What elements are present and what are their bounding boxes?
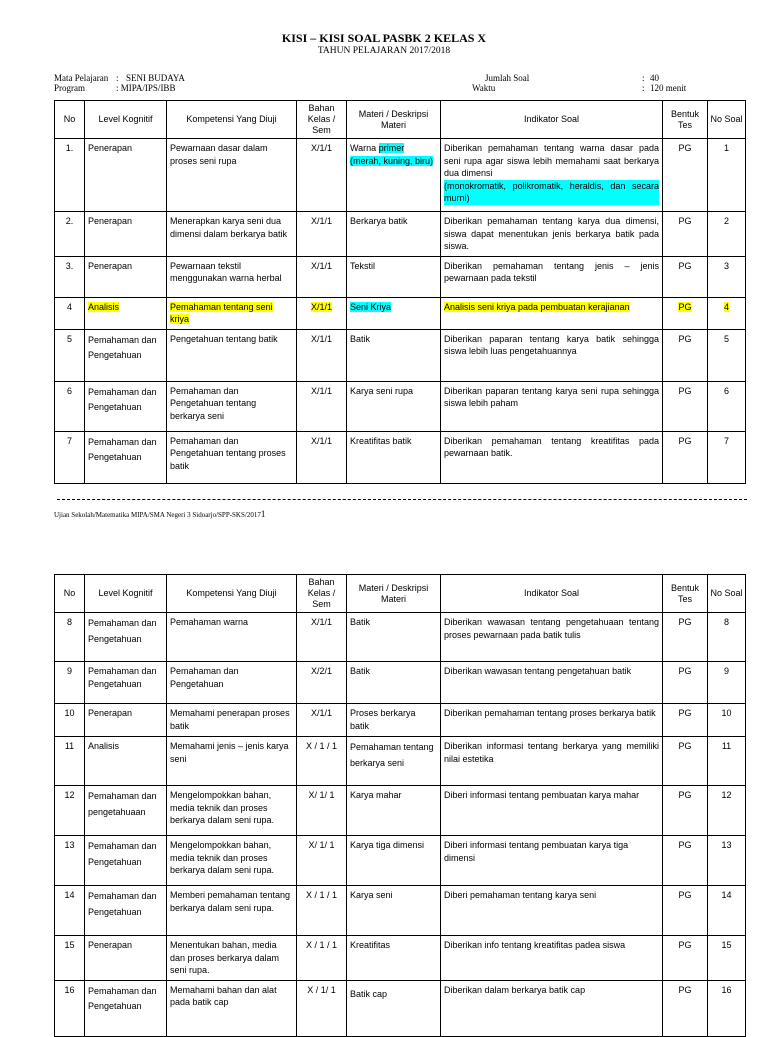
row-no: 3. [55,256,85,297]
row-kompetensi: Pewarnaan dasar dalam proses seni rupa [167,139,297,212]
row-kompetensi: Pewarnaan tekstil menggunakan warna herbal [167,256,297,297]
row-kompetensi: Menerapkan karya seni dua dimensi dalam berkarya batik [167,212,297,257]
row-bentuk [663,297,708,329]
doc-subtitle: TAHUN PELAJARAN 2017/2018 [317,46,451,56]
row-indikator [441,139,663,212]
row-level: Penerapan [85,936,167,981]
col-bentuk: Bentuk Tes [663,101,708,139]
materi-highlight: Seni Kriya [350,301,392,312]
row-materi: Kreatifitas batik [347,431,441,483]
table-row [55,886,746,936]
row-no: 7 [55,431,85,483]
row-indikator: Diberikan wawasan tentang pengetahuaan tentang proses pewarnaan pada batik tulis [441,613,663,662]
row-indikator: Diberikan pemahaman tentang karya dua dimensi, siswa dapat menentukan jenis berkarya batik pada siswa. [441,212,663,257]
row-bentuk: PG [663,381,708,431]
row-kompetensi: Pemahaman dan Pengetahuan tentang proses batik [167,431,297,483]
row-bentuk: PG [663,704,708,737]
row-nosoal: 3 [708,256,746,297]
row-materi: Batik cap [347,980,441,1036]
row-level: Pemahaman dan Pengetahuan [85,662,167,704]
row-kompetensi: Mengelompokkan bahan, media teknik dan proses berkarya dalam seni rupa. [167,786,297,836]
row-materi: Batik [347,329,441,381]
bentuk-highlight: PG [678,301,692,312]
row-bentuk: PG [663,256,708,297]
table-row [55,212,746,257]
table-row [55,613,746,662]
row-kompetensi: Memahami penerapan proses batik [167,704,297,737]
row-bahan: X / 1 / 1 [297,886,347,936]
col-no: No [55,575,85,613]
row-indikator: Diberikan dalam berkarya batik cap [441,980,663,1036]
time-value: 120 menit [650,83,687,93]
kompetensi-highlight: Pemahaman tentang seni kriya [170,301,273,324]
materi-text: Warna [350,143,377,153]
row-materi: Pemahaman tentang berkarya seni [347,737,441,786]
row-bentuk: PG [663,737,708,786]
row-nosoal: 1 [708,139,746,212]
row-bentuk: PG [663,836,708,886]
row-indikator: Diberikan paparan tentang karya seni rupa sehingga siswa lebih paham [441,381,663,431]
row-bahan: X/1/1 [297,212,347,257]
row-bahan [297,297,347,329]
row-indikator: Diberi informasi tentang pembuatan karya tiga dimensi [441,836,663,886]
table-row [55,139,746,212]
indikator-highlight: (monokromatik, polikromatik, heraldis, dan secara murni) [444,180,659,203]
table-row [55,256,746,297]
row-kompetensi: Pemahaman dan Pengetahuan [167,662,297,704]
table-row [55,737,746,786]
row-bahan: X/1/1 [297,704,347,737]
row-nosoal: 10 [708,704,746,737]
row-level: Penerapan [85,704,167,737]
row-bahan: X/1/1 [297,613,347,662]
row-level: Pemahaman dan Pengetahuan [85,836,167,886]
row-indikator: Diberi pemahaman tentang karya seni [441,886,663,936]
table-row [55,786,746,836]
time-label: Waktu [472,83,496,93]
row-no: 5 [55,329,85,381]
col-kompetensi: Kompetensi Yang Diuji [167,101,297,139]
col-bentuk: Bentuk Tes [663,575,708,613]
row-bahan: X / 1 / 1 [297,936,347,981]
row-indikator: Diberikan info tentang kreatifitas padea siswa [441,936,663,981]
row-no: 14 [55,886,85,936]
table-row [55,936,746,981]
row-level: Pemahaman dan Pengetahuan [85,329,167,381]
row-no: 2. [55,212,85,257]
page-separator [57,499,747,500]
row-bentuk: PG [663,139,708,212]
row-bahan: X/1/1 [297,381,347,431]
row-materi [347,139,441,212]
row-materi: Kreatifitas [347,936,441,981]
kisi-table-page1 [54,100,746,484]
subject-sep: : [116,73,119,83]
row-nosoal: 12 [708,786,746,836]
row-no: 4 [55,297,85,329]
row-nosoal [708,297,746,329]
footer-text: Ujian Sekolah/Matematika MIPA/SMA Negeri 3 Sidoarjo/SPP-SKS/2017 [54,511,261,519]
table-row [55,329,746,381]
row-bahan: X / 1/ 1 [297,980,347,1036]
row-no: 9 [55,662,85,704]
row-no: 13 [55,836,85,886]
row-level: Penerapan [85,256,167,297]
row-no: 11 [55,737,85,786]
row-bentuk: PG [663,613,708,662]
row-kompetensi: Memahami jenis – jenis karya seni [167,737,297,786]
row-level: Pemahaman dan pengetahuaan [85,786,167,836]
row-level: Pemahaman dan Pengetahuan [85,886,167,936]
row-level: Pemahaman dan Pengetahuan [85,431,167,483]
indikator-text: Diberikan pemahaman tentang warna dasar pada seni rupa agar siswa lebih memahami saat berkarya dua dimensi [444,143,659,178]
row-bentuk: PG [663,886,708,936]
row-indikator: Diberikan pemahaman tentang proses berkarya batik [441,704,663,737]
row-nosoal: 5 [708,329,746,381]
row-bentuk: PG [663,329,708,381]
row-nosoal: 6 [708,381,746,431]
col-indikator: Indikator Soal [441,575,663,613]
row-kompetensi: Memahami bahan dan alat pada batik cap [167,980,297,1036]
subject-label: Mata Pelajaran [54,73,109,83]
row-nosoal: 11 [708,737,746,786]
row-indikator: Diberikan paparan tentang karya batik sehingga siswa lebih luas pengetahuannya [441,329,663,381]
row-materi: Karya seni [347,886,441,936]
row-bahan: X/1/1 [297,139,347,212]
subject-value: SENI BUDAYA [126,73,185,83]
row-bahan: X/2/1 [297,662,347,704]
row-bentuk: PG [663,212,708,257]
table-row [55,381,746,431]
table-row-highlighted [55,297,746,329]
row-kompetensi: Pengetahuan tentang batik [167,329,297,381]
row-materi: Berkarya batik [347,212,441,257]
row-no: 10 [55,704,85,737]
row-kompetensi: Mengelompokkan bahan, media teknik dan proses berkarya dalam seni rupa. [167,836,297,886]
col-level: Level Kognitif [85,101,167,139]
table-header-row [55,101,746,139]
table-row [55,836,746,886]
row-kompetensi [167,297,297,329]
table-row [55,431,746,483]
row-bahan: X/ 1/ 1 [297,786,347,836]
row-nosoal: 7 [708,431,746,483]
row-materi: Batik [347,613,441,662]
col-indikator: Indikator Soal [441,101,663,139]
row-indikator [441,297,663,329]
col-materi: Materi / Deskripsi Materi [347,575,441,613]
level-highlight: Analisis [88,301,120,312]
col-nosoal: No Soal [708,575,746,613]
row-bahan: X/1/1 [297,256,347,297]
col-nosoal: No Soal [708,101,746,139]
table-row [55,704,746,737]
row-nosoal: 16 [708,980,746,1036]
row-kompetensi: Memberi pemahaman tentang berkarya dalam seni rupa. [167,886,297,936]
row-bahan: X / 1 / 1 [297,737,347,786]
row-materi: Batik [347,662,441,704]
row-indikator: Diberikan pemahaman tentang kreatifitas pada pewarnaan batik. [441,431,663,483]
time-sep: : [642,83,645,93]
program-label: Program [54,83,85,93]
row-materi: Karya mahar [347,786,441,836]
row-bahan: X/1/1 [297,329,347,381]
row-level: Pemahaman dan Pengetahuan [85,381,167,431]
page-number: 1 [260,509,266,519]
nosoal-highlight: 4 [723,301,729,312]
count-sep: : [642,73,645,83]
row-bentuk: PG [663,786,708,836]
kisi-table-page2 [54,574,746,1037]
row-indikator: Diberikan pemahaman tentang jenis – jenis pewarnaan pada tekstil [441,256,663,297]
col-bahan: Bahan Kelas / Sem [297,575,347,613]
row-materi: Karya seni rupa [347,381,441,431]
row-nosoal: 13 [708,836,746,886]
row-kompetensi: Pemahaman warna [167,613,297,662]
row-nosoal: 14 [708,886,746,936]
row-indikator: Diberikan wawasan tentang pengetahuan batik [441,662,663,704]
indikator-highlight: Analisis seni kriya pada pembuatan kerajianan [444,301,630,312]
bahan-highlight: X/1/1 [310,301,332,312]
row-no: 1. [55,139,85,212]
row-nosoal: 8 [708,613,746,662]
row-level: Penerapan [85,212,167,257]
row-nosoal: 9 [708,662,746,704]
row-level: Pemahaman dan Pengetahuan [85,980,167,1036]
col-bahan: Bahan Kelas / Sem [297,101,347,139]
row-no: 12 [55,786,85,836]
row-kompetensi: Menentukan bahan, media dan proses berkarya dalam seni rupa. [167,936,297,981]
row-no: 16 [55,980,85,1036]
row-level [85,297,167,329]
program-value: : MIPA/IPS/IBB [116,83,176,93]
table-row [55,662,746,704]
row-bentuk: PG [663,662,708,704]
col-kompetensi: Kompetensi Yang Diuji [167,575,297,613]
row-bentuk: PG [663,980,708,1036]
row-no: 15 [55,936,85,981]
row-indikator: Diberikan informasi tentang berkarya yang memiliki nilai estetika [441,737,663,786]
row-materi: Proses berkarya batik [347,704,441,737]
row-nosoal: 2 [708,212,746,257]
doc-title: KISI – KISI SOAL PASBK 2 KELAS X [281,31,487,45]
row-level: Penerapan [85,139,167,212]
row-nosoal: 15 [708,936,746,981]
materi-highlight: primer (merah, kuning, biru) [350,143,434,166]
row-no: 8 [55,613,85,662]
row-materi: Karya tiga dimensi [347,836,441,886]
table-header-row [55,575,746,613]
row-bahan: X/1/1 [297,431,347,483]
row-kompetensi: Pemahaman dan Pengetahuan tentang berkarya seni [167,381,297,431]
row-bentuk: PG [663,431,708,483]
row-level: Analisis [85,737,167,786]
row-materi: Tekstil [347,256,441,297]
table-row [55,980,746,1036]
count-value: 40 [650,73,659,83]
page-footer [54,509,265,519]
col-level: Level Kognitif [85,575,167,613]
row-indikator: Diberi informasi tentang pembuatan karya mahar [441,786,663,836]
row-bentuk: PG [663,936,708,981]
count-label: Jumlah Soal [485,73,530,83]
row-level: Pemahaman dan Pengetahuan [85,613,167,662]
col-materi: Materi / Deskripsi Materi [347,101,441,139]
row-bahan: X/ 1/ 1 [297,836,347,886]
row-no: 6 [55,381,85,431]
col-no: No [55,101,85,139]
row-materi [347,297,441,329]
